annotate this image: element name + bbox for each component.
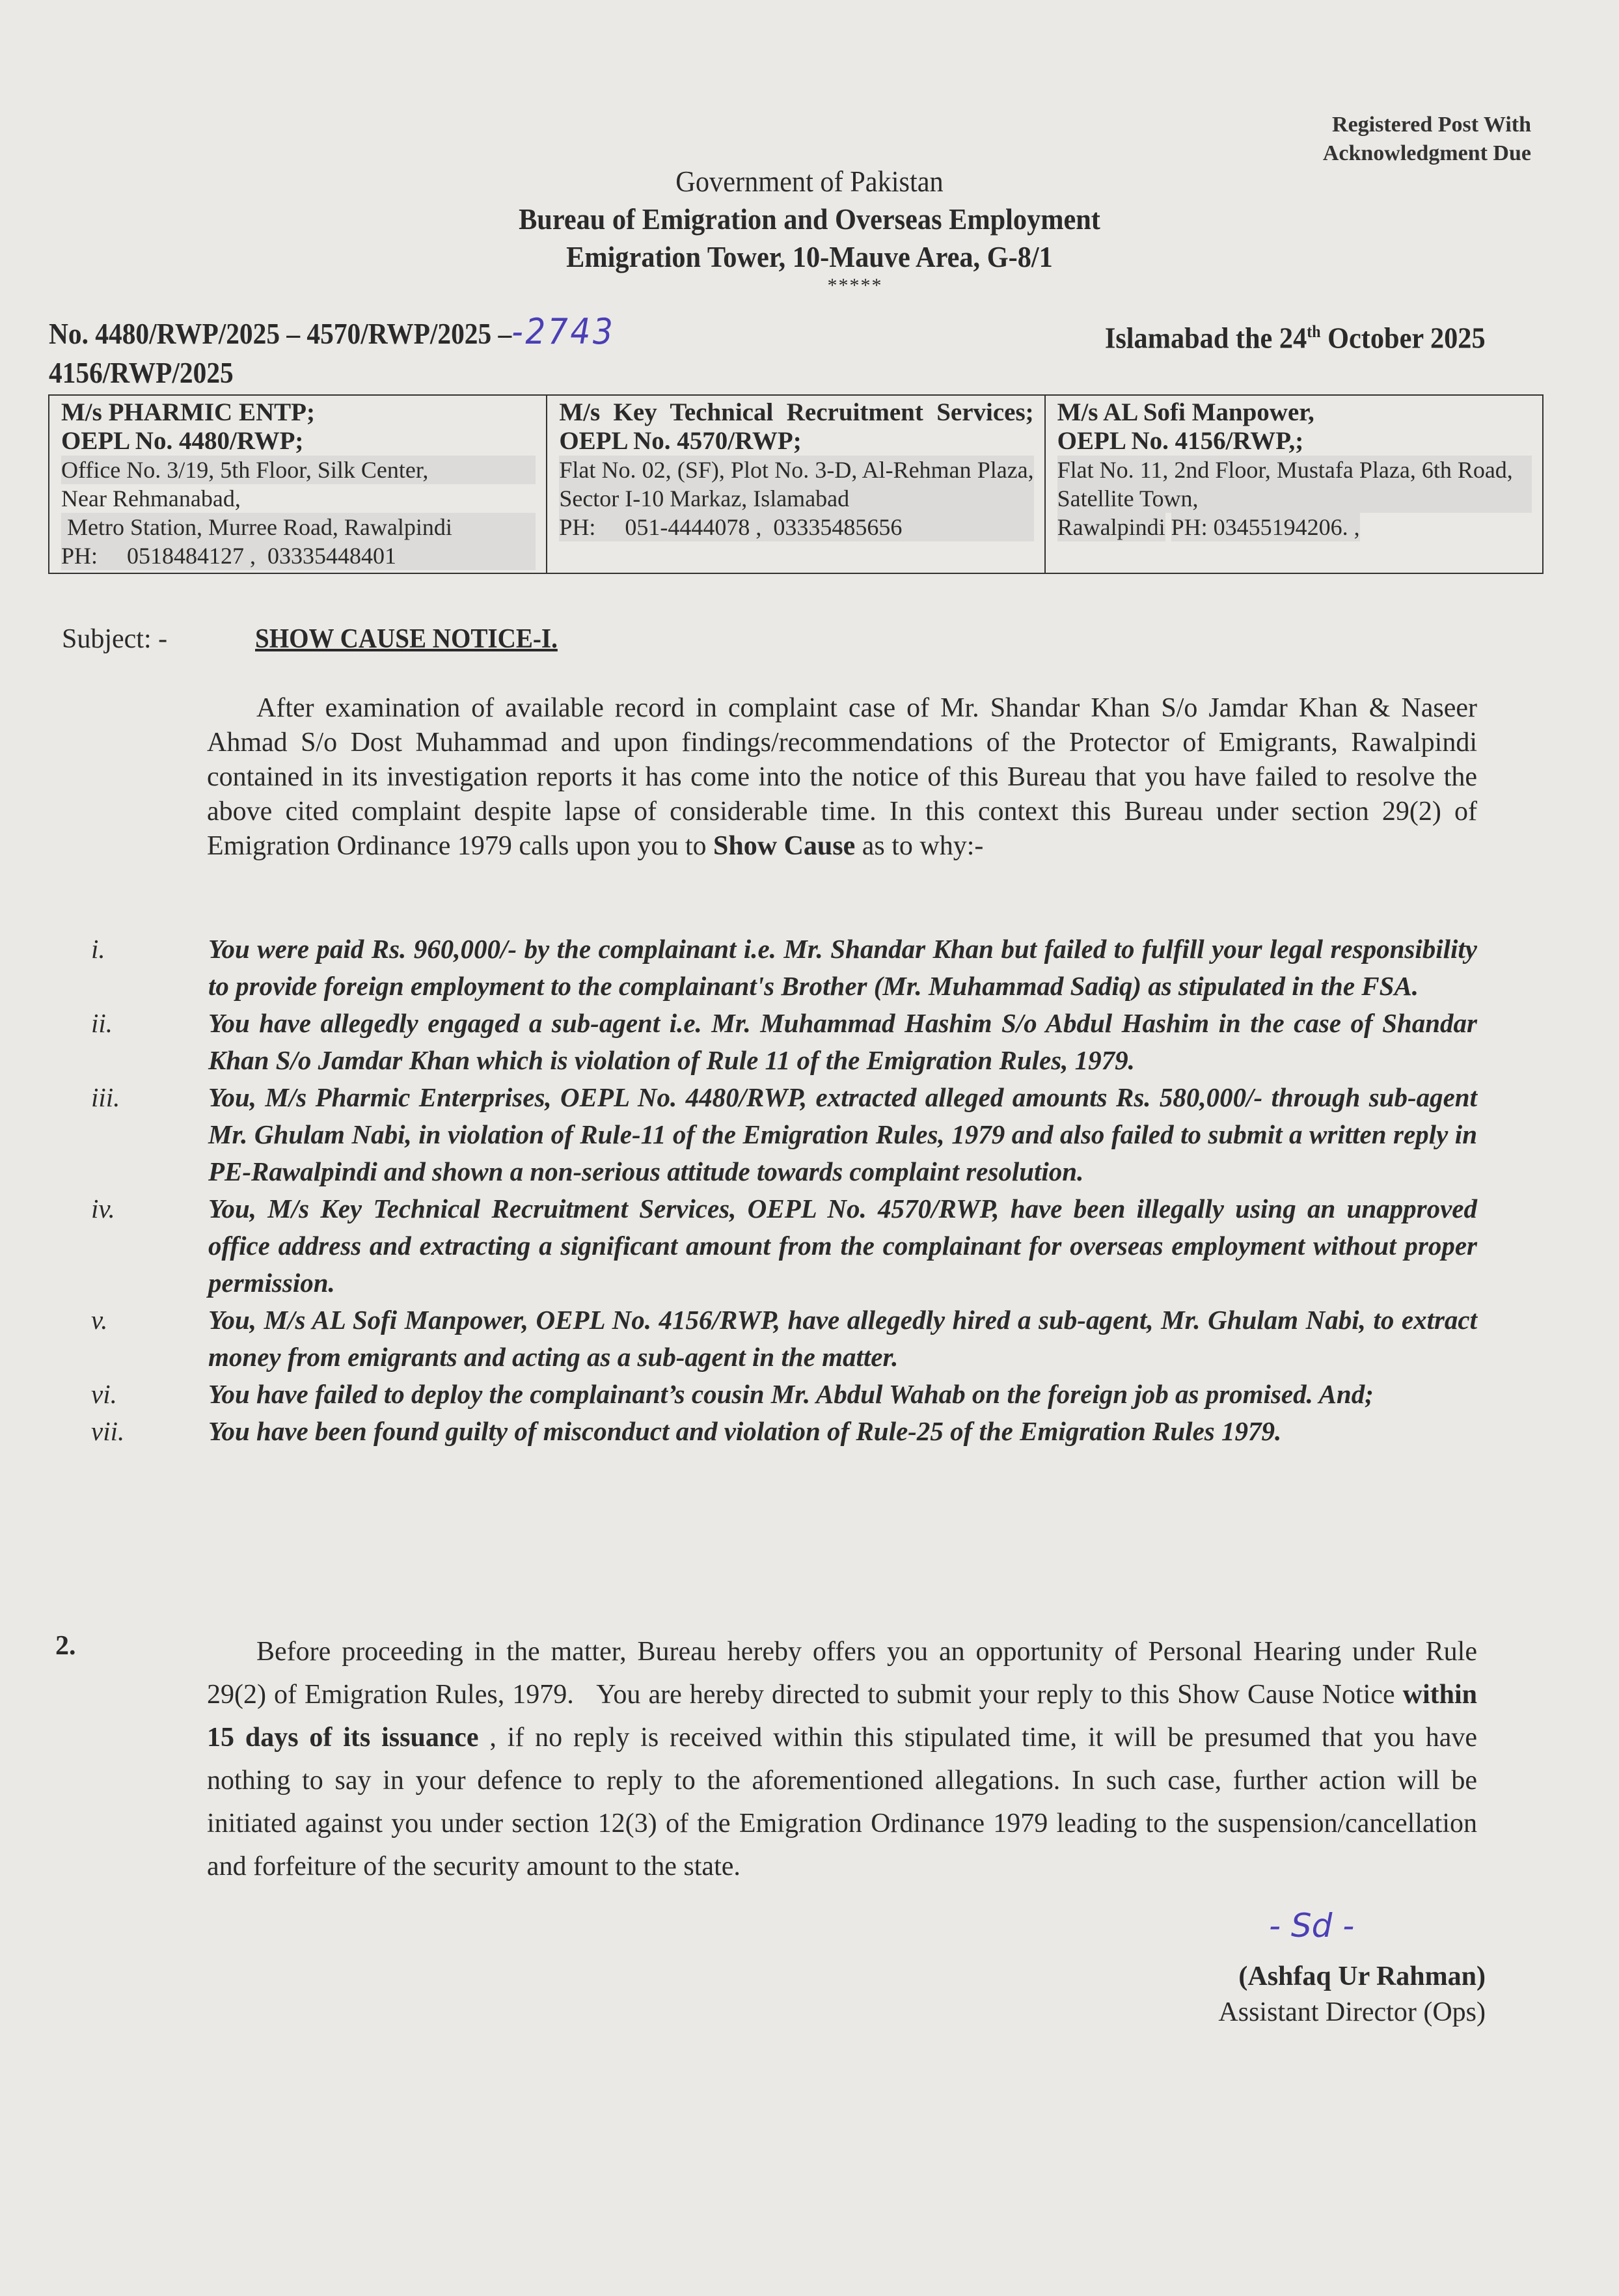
allegation-text: You, M/s Pharmic Enterprises, OEPL No. 4480/RWP, extracted alleged amounts Rs. 580,000/- through sub-agent Mr. Ghulam Nabi, in violation of Rule-11 of the Emigration Rules, 1979 and also failed to submit a written reply in PE-Rawalpindi and shown a non-serious attitude towards complaint resolution. [208,1082,1477,1186]
paragraph-2-number: 2. [55,1631,76,1661]
addressee-3-license: OEPL No. 4156/RWP,; [1057,427,1304,455]
allegation-text: You, M/s Key Technical Recruitment Services, OEPL No. 4570/RWP, have been illegally using an unapproved office address and extracting a significant amount from the complainant for overseas employment without proper permission. [208,1194,1477,1298]
allegation-item [91,1413,1477,1450]
allegation-text: You were paid Rs. 960,000/- by the complainant i.e. Mr. Shandar Khan but failed to fulfill your legal responsibility to provide foreign employment to the complainant's Brother (Mr. Muhammad Sadiq) as stipulated in the FSA. [208,934,1477,1001]
allegation-item [91,1376,1477,1413]
letterhead [0,163,1619,295]
allegation-number: v. [91,1305,108,1335]
addressee-2 [547,395,1044,573]
addressee-3 [1045,395,1543,573]
subject-title: SHOW CAUSE NOTICE-I. [255,624,558,654]
addressee-2-phone: PH: 051-4444078 , 03335485656 [559,513,1033,541]
allegations-list [91,931,1477,1450]
date-rest: October 2025 [1320,321,1486,355]
date-ordinal: th [1307,322,1321,341]
allegation-number: vii. [91,1416,125,1446]
addressee-3-address-1: Flat No. 11, 2nd Floor, Mustafa Plaza, 6th Road, Satellite Town, [1057,456,1532,513]
addressee-1-phone: PH: 0518484127 , 03335448401 [61,541,536,570]
subject-line [62,623,558,655]
paragraph-1 [207,691,1477,864]
date-prefix: Islamabad the 24 [1105,321,1307,355]
government-name: Government of Pakistan [675,165,944,198]
addressee-2-license: OEPL No. 4570/RWP; [559,427,802,455]
paragraph-2-text-after: , if no reply is received within this stipulated time, it will be presumed that you have nothing to say in your defence to reply to the aforementioned allegations. In such case, further action will be initiated against you under section 12(3) of the Emigration Ordinance 1979 leading to the suspension/cancellation and forfeiture of the security amount to the state. [207,1723,1477,1881]
bureau-name: Bureau of Emigration and Overseas Employment [519,202,1100,236]
mailing-note-line2: Acknowledgment Due [1322,141,1531,165]
addressee-1-address-3: Metro Station, Murree Road, Rawalpindi [61,513,536,541]
mailing-note [1323,111,1531,168]
addressee-3-phone: PH: 03455194206. , [1171,514,1360,540]
allegation-number: iii. [91,1082,120,1112]
paragraph-2-text-before: Before proceeding in the matter, Bureau hereby offers you an opportunity of Personal Hearing under Rule 29(2) of Emigration Rules, 1979. You are hereby directed to submit your reply to this Show Cause Notice [207,1637,1484,1710]
paragraph-2-deadline: within 15 days of its issuance [207,1680,1477,1753]
allegation-item [91,931,1477,1005]
allegation-text: You have been found guilty of misconduct and violation of Rule-25 of the Emigration Rules 1979. [208,1416,1282,1446]
signatory-designation: Assistant Director (Ops) [1218,1997,1486,2027]
allegation-text: You have failed to deploy the complainant’s cousin Mr. Abdul Wahab on the foreign job as promised. And; [208,1379,1374,1409]
addressee-2-address: Flat No. 02, (SF), Plot No. 3-D, Al-Rehman Plaza, Sector I-10 Markaz, Islamabad [559,457,1034,512]
allegation-item [91,1079,1477,1190]
mailing-note-line1: Registered Post With [1332,113,1531,137]
header-separator: ***** [827,275,883,296]
addressee-3-address-2: Rawalpindi [1057,514,1165,540]
issue-date [1105,312,1486,357]
signatory-name: (Ashfaq Ur Rahman) [1238,1961,1486,1991]
allegation-item [91,1005,1477,1079]
reference-line1: No. 4480/RWP/2025 – 4570/RWP/2025 – [49,317,512,350]
allegation-number: vi. [91,1379,117,1409]
allegation-item [91,1190,1477,1302]
reference-number [49,312,615,392]
addressee-1-address-1: Office No. 3/19, 5th Floor, Silk Center, [61,456,536,484]
paragraph-1-text: After examination of available record in complaint case of Mr. Shandar Khan S/o Jamdar Khan & Naseer Ahmad S/o Dost Muhammad and upon findings/recommendations of the Protector of Emigrants, Rawalpindi contained in its investigation reports it has come into the notice of this Bureau that you have failed to resolve the above cited complaint despite lapse of considerable time. In this context this Bureau under section 29(2) of Emigration Ordinance 1979 calls upon you to [207,693,1477,861]
signature-mark: - Sd - [1269,1907,1355,1945]
addressee-1-name: M/s PHARMIC ENTP; [61,398,315,426]
paragraph-1-bold: Show Cause [713,831,856,861]
allegation-text: You have allegedly engaged a sub-agent i.e. Mr. Muhammad Hashim S/o Abdul Hashim in the case of Shandar Khan S/o Jamdar Khan which is violation of Rule 11 of the Emigration Rules, 1979. [208,1008,1477,1075]
addressee-1 [49,395,547,573]
paragraph-2 [207,1630,1484,1888]
addressee-3-name: M/s AL Sofi Manpower, [1057,398,1314,426]
paragraph-1-tail: as to why:- [855,831,984,861]
bureau-address: Emigration Tower, 10-Mauve Area, G-8/1 [566,240,1053,273]
allegation-text: You, M/s AL Sofi Manpower, OEPL No. 4156/RWP, have allegedly hired a sub-agent, Mr. Ghulam Nabi, to extract money from emigrants and acting as a sub-agent in the matter. [208,1305,1477,1372]
addressee-1-address-2: Near Rehmanabad, [61,485,241,512]
allegation-item [91,1302,1477,1376]
handwritten-dispatch-number: -2743 [511,311,616,352]
allegation-number: iv. [91,1194,115,1223]
allegation-number: i. [91,934,105,964]
allegation-number: ii. [91,1008,113,1038]
reference-line2: 4156/RWP/2025 [49,356,234,389]
addressee-1-license: OEPL No. 4480/RWP; [61,427,304,455]
addressee-2-name: M/s Key Technical Recruitment Services; [559,398,1034,426]
addressee-table [48,394,1544,574]
signatory-block [1218,1959,1486,2030]
subject-label: Subject: - [62,624,168,654]
